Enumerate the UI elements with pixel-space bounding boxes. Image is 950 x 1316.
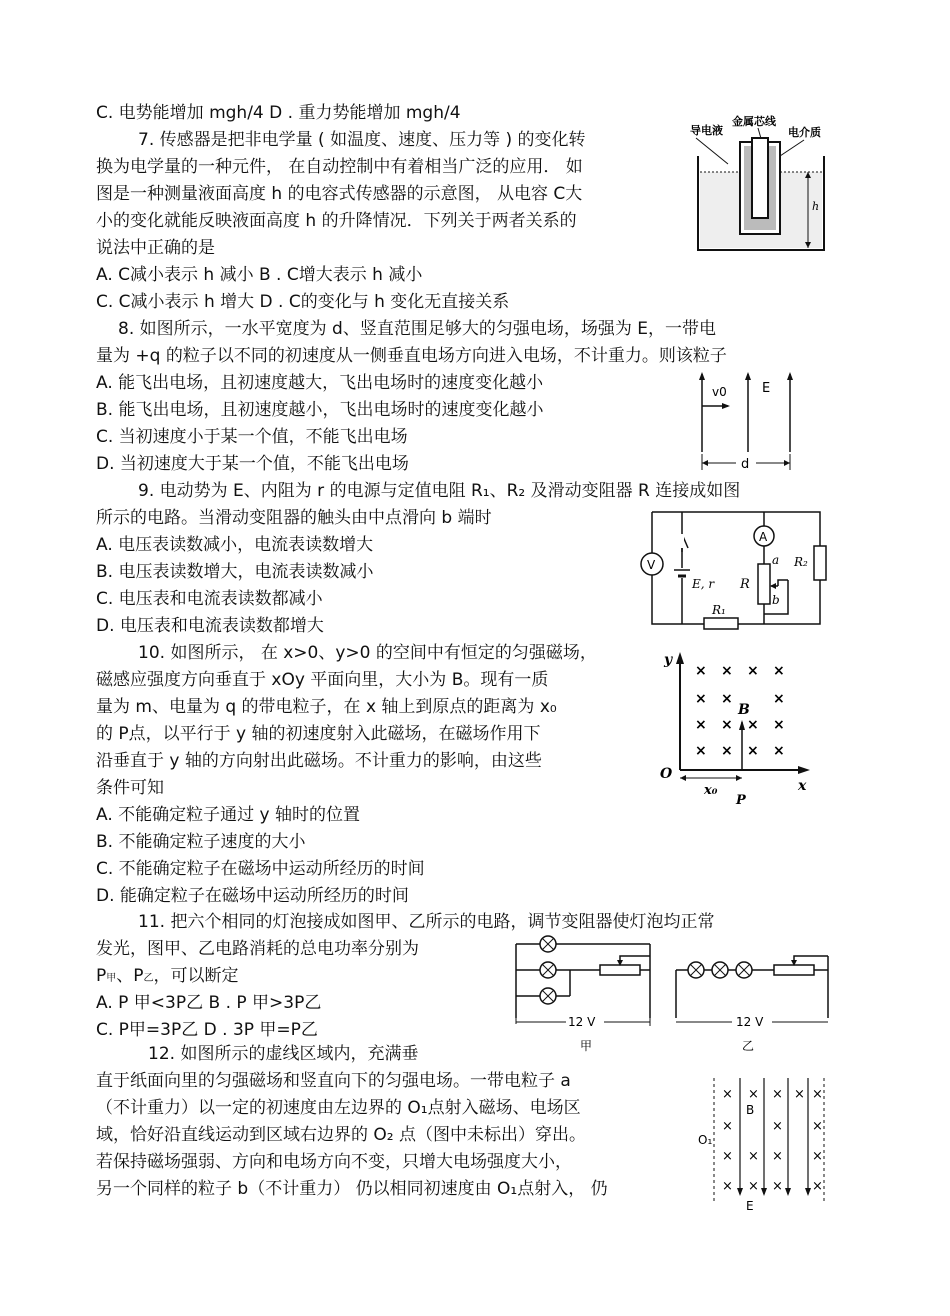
q11-stem-line-3: P甲、P乙，可以断定 xyxy=(96,966,239,986)
efield-arrow xyxy=(737,1188,743,1196)
q10-stem-line-2: 磁感应强度方向垂直于 xOy 平面向里，大小为 B。现有一质 xyxy=(96,670,549,690)
q12-stem-line-6: 另一个同样的粒子 b（不计重力） 仍以相同初速度由 O₁点射入， 仍 xyxy=(96,1179,608,1199)
q9-option-c: C. 电压表和电流表读数都减小 xyxy=(96,589,323,609)
q10-stem-line-1: 10. 如图所示， 在 x>0、y>0 的空间中有恒定的匀强磁场， xyxy=(138,643,597,663)
q9-option-b: B. 电压表读数增大，电流表读数减小 xyxy=(96,562,374,582)
field-B-label: B xyxy=(746,1103,755,1117)
q9-option-a: A. 电压表读数减小，电流表读数增大 xyxy=(96,535,374,555)
field-cross-mark: × xyxy=(812,1087,823,1102)
origin-label: O xyxy=(660,766,673,782)
point-P-label: P xyxy=(736,793,746,808)
field-cross-mark: × xyxy=(747,663,759,679)
q7-option-c-d: C. C减小表示 h 增大 D . C的变化与 h 变化无直接关系 xyxy=(96,292,510,312)
dielectric-label: 电介质 xyxy=(788,126,821,139)
x-axis-label: x xyxy=(798,778,807,794)
field-cross-mark: × xyxy=(722,1149,733,1164)
field-cross-mark: × xyxy=(721,663,733,679)
liquid-label: 导电液 xyxy=(690,124,723,137)
field-cross-mark: × xyxy=(748,1149,759,1164)
height-label: h xyxy=(812,200,820,213)
field-cross-mark: × xyxy=(747,743,759,759)
field-cross-mark: × xyxy=(772,1149,783,1164)
q10-stem-line-5: 沿垂直于 y 轴的方向射出此磁场。不计重力的影响，由这些 xyxy=(96,751,542,771)
q8-option-c: C. 当初速度小于某一个值，不能飞出电场 xyxy=(96,427,408,447)
q8-stem-line-1: 8. 如图所示，一水平宽度为 d、竖直范围足够大的匀强电场，场强为 E，一带电 xyxy=(118,319,716,339)
q10-stem-line-3: 量为 m、电量为 q 的带电粒子，在 x 轴上到原点的距离为 x₀ xyxy=(96,697,557,717)
field-E-label: E xyxy=(762,381,771,396)
field-cross-mark: × xyxy=(722,1119,733,1134)
q7-stem-line-1: 7. 传感器是把非电学量 ( 如温度、速度、压力等 ) 的变化转 xyxy=(138,130,586,150)
field-cross-mark: × xyxy=(695,691,707,707)
q7-stem-line-3: 图是一种测量液面高度 h 的电容式传感器的示意图， 从电容 C大 xyxy=(96,184,583,204)
q9-option-d: D. 电压表和电流表读数都增大 xyxy=(96,616,324,636)
field-cross-mark: × xyxy=(695,717,707,733)
q12-stem-line-1: 12. 如图所示的虚线区域内，充满垂 xyxy=(148,1044,419,1064)
yi-voltage-label: 12 V xyxy=(736,1015,764,1029)
field-cross-mark: × xyxy=(721,691,733,707)
q10-stem-line-4: 的 P点，以平行于 y 轴的初速度射入此磁场，在磁场作用下 xyxy=(96,724,541,744)
q10-stem-line-6: 条件可知 xyxy=(96,778,164,798)
field-cross-mark: × xyxy=(721,743,733,759)
q10-option-c: C. 不能确定粒子在磁场中运动所经历的时间 xyxy=(96,859,425,879)
field-cross-mark: × xyxy=(721,717,733,733)
q8-stem-line-2: 量为 +q 的粒子以不同的初速度从一侧垂直电场方向进入电场，不计重力。则该粒子 xyxy=(96,346,727,366)
field-cross-mark: × xyxy=(695,743,707,759)
terminal-a-label: a xyxy=(772,553,780,567)
yi-bulbs xyxy=(688,962,752,978)
q8-option-d: D. 当初速度大于某一个值，不能飞出电场 xyxy=(96,454,409,474)
q8-option-a: A. 能飞出电场，且初速度越大，飞出电场时的速度变化越小 xyxy=(96,373,544,393)
field-cross-mark: × xyxy=(748,1179,759,1194)
field-cross-mark: × xyxy=(812,1179,823,1194)
efield-arrow xyxy=(785,1188,791,1196)
q10-option-a: A. 不能确定粒子通过 y 轴时的位置 xyxy=(96,805,361,825)
q7-capacitive-sensor-figure xyxy=(684,112,844,260)
q12-stem-line-2: 直于纸面向里的匀强磁场和竖直向下的匀强电场。一带电粒子 a xyxy=(96,1071,571,1091)
source-Er-label: E, r xyxy=(692,577,715,591)
voltmeter-label: V xyxy=(647,558,656,572)
width-d-label: d xyxy=(741,457,750,472)
field-cross-mark: × xyxy=(772,1087,783,1102)
field-cross-mark: × xyxy=(772,1119,783,1134)
jia-voltage-label: 12 V xyxy=(568,1015,596,1029)
R1-label: R₁ xyxy=(712,603,726,617)
v0-label: v0 xyxy=(712,385,727,399)
R2-label: R₂ xyxy=(794,555,808,569)
q10-option-b: B. 不能确定粒子速度的大小 xyxy=(96,832,306,852)
q10-option-d: D. 能确定粒子在磁场中运动所经历的时间 xyxy=(96,886,409,906)
q12-stem-line-3: （不计重力）以一定的初速度由左边界的 O₁点射入磁场、电场区 xyxy=(96,1098,581,1118)
q12-stem-line-5: 若保持磁场强弱、方向和电场方向不变，只增大电场强度大小， xyxy=(96,1152,572,1172)
q10-magnetic-field-figure xyxy=(656,646,816,808)
jia-bulbs xyxy=(540,936,556,1004)
y-axis-label: y xyxy=(664,652,673,668)
field-cross-mark: × xyxy=(772,1179,783,1194)
q12-crossed-fields-figure xyxy=(696,1074,836,1214)
field-cross-mark: × xyxy=(773,717,785,733)
efield-arrow xyxy=(805,1188,811,1196)
field-B-label: B xyxy=(738,702,750,718)
field-cross-mark: × xyxy=(794,1087,805,1102)
jia-label: 甲 xyxy=(580,1039,593,1053)
field-E-label: E xyxy=(746,1199,754,1213)
field-cross-mark: × xyxy=(773,691,785,707)
terminal-b-label: b xyxy=(772,593,780,607)
field-cross-mark: × xyxy=(773,663,785,679)
efield-arrow xyxy=(761,1188,767,1196)
q9-stem-line-1: 9. 电动势为 E、内阻为 r 的电源与定值电阻 R₁、R₂ 及滑动变阻器 R 连接成如图 xyxy=(138,481,741,501)
field-cross-mark: × xyxy=(773,743,785,759)
rheostat-R-label: R xyxy=(740,577,750,592)
q11-stem-line-2: 发光，图甲、乙电路消耗的总电功率分别为 xyxy=(96,939,419,959)
q9-circuit-figure xyxy=(630,504,830,630)
q11-stem-line-1: 11. 把六个相同的灯泡接成如图甲、乙所示的电路，调节变阻器使灯泡均正常 xyxy=(138,912,715,932)
q7-option-a-b: A. C减小表示 h 减小 B . C增大表示 h 减小 xyxy=(96,265,423,285)
q12-stem-line-4: 域，恰好沿直线运动到区域右边界的 O₂ 点（图中未标出）穿出。 xyxy=(96,1125,587,1145)
q8-electric-field-figure xyxy=(694,368,804,478)
q7-stem-line-2: 换为电学量的一种元件， 在自动控制中有着相当广泛的应用． 如 xyxy=(96,157,583,177)
core-wire-label: 金属芯线 xyxy=(732,115,776,128)
q11-bulb-circuits-figure xyxy=(510,934,836,1056)
x0-label: x₀ xyxy=(704,783,718,798)
field-cross-mark: × xyxy=(812,1119,823,1134)
q9-stem-line-2: 所示的电路。当滑动变阻器的触头由中点滑向 b 端时 xyxy=(96,508,492,528)
field-cross-mark: × xyxy=(695,663,707,679)
q7-stem-line-4: 小的变化就能反映液面高度 h 的升降情况．下列关于两者关系的 xyxy=(96,211,577,231)
q11-option-c-d: C. P甲=3P乙 D . 3P 甲=P乙 xyxy=(96,1020,318,1040)
yi-label: 乙 xyxy=(742,1039,755,1053)
q7-stem-line-5: 说法中正确的是 xyxy=(96,238,215,258)
q8-option-b: B. 能飞出电场，且初速度越小，飞出电场时的速度变化越小 xyxy=(96,400,544,420)
entry-O1-label: O₁ xyxy=(698,1133,713,1147)
field-cross-mark: × xyxy=(812,1149,823,1164)
field-cross-mark: × xyxy=(748,1087,759,1102)
q6-option-c-d: C. 电势能增加 mgh/4 D . 重力势能增加 mgh/4 xyxy=(96,103,461,123)
q11-option-a-b: A. P 甲<3P乙 B . P 甲>3P乙 xyxy=(96,993,322,1013)
field-cross-mark: × xyxy=(722,1179,733,1194)
field-cross-mark: × xyxy=(722,1087,733,1102)
ammeter-label: A xyxy=(759,530,768,544)
field-cross-mark: × xyxy=(747,717,759,733)
